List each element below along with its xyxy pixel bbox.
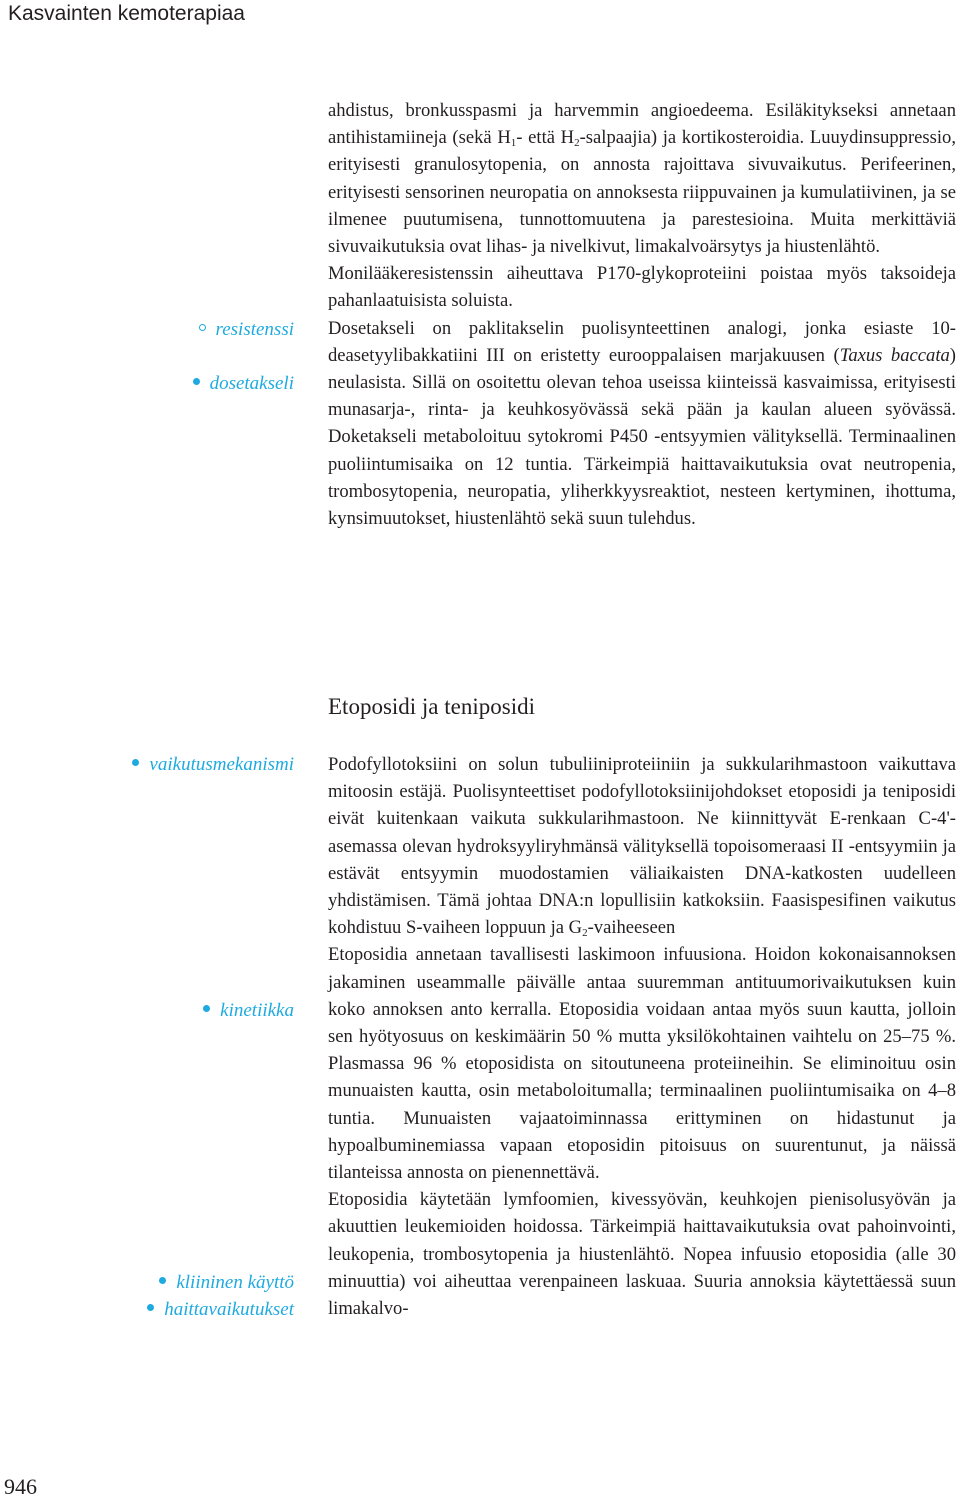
text-run: Dosetakseli on paklitakselin puolisynteettinen analogi, jonka esiaste 10-deasetyylibakkatiini III on eristetty eurooppalaisen marjakuusen ( bbox=[328, 317, 956, 366]
margin-note-kinetiikka bbox=[203, 999, 294, 1023]
paragraph-vaikutusmekanismi bbox=[328, 751, 956, 941]
margin-label: kliininen käyttö bbox=[176, 1272, 294, 1293]
bullet-icon bbox=[147, 1304, 154, 1311]
text-run: -vaiheeseen bbox=[587, 917, 676, 939]
paragraph-kliininen-kaytto: Etoposidia käytetään lymfoomien, kivessyövän, keuhkojen pienisolusyövän ja akuuttien leukemioiden hoidossa. Tärkeimpiä haittavaikutuksia ovat pahoinvointi, leukopenia, trombosytopenia ja hiustenlähtö. Nopea infuusio etoposidia (alle 30 minuuttia) voi aiheuttaa verenpaineen laskuaa. Suuria annoksia käytettäessä suun limakalvo- bbox=[328, 1189, 956, 1320]
text-run: ) neulasista. Sillä on osoitettu olevan tehoa useissa kiinteissä kasvaimissa, erityisesti munasarja-, rinta- ja keuhkosyövässä sekä pään ja kaulan alueen syövässä. Doketakseli metaboloituu sytokromi P450 -entsyymien välityksellä. Terminaalinen puoliintumisaika on 12 tuntia. Tärkeimpiä haittavaikutuksia ovat neutropenia, trombosytopenia, neuropatia, yliherkkyysreaktiot, nesteen kertyminen, ihottuma, kynsimuutokset, hiustenlähtö sekä suun tulehdus. bbox=[328, 344, 956, 530]
subscript: 2 bbox=[582, 927, 588, 940]
margin-label: haittavaikutukset bbox=[164, 1299, 294, 1320]
bullet-icon bbox=[132, 759, 139, 766]
margin-label: vaikutusmekanismi bbox=[149, 754, 294, 775]
paragraph-kinetiikka: Etoposidia annetaan tavallisesti laskimoon infuusiona. Hoidon kokonaisannoksen jakaminen useammalle päivälle antaa suuremman antituumorivaikutuksen kuin koko annoksen anto kerralla. Etoposidia voidaan antaa myös suun kautta, jolloin sen hyötyosuus on keskimäärin 50 % mutta yksilökohtainen vaihtelu on 25–75 %. Plasmassa 96 % etoposidista on sitoutuneena proteiineihin. Se eliminoituu osin munuaisten kautta, osin metaboloitumalla; terminaalinen puoliintumisaika on 4–8 tuntia. Munuaisten vajaatoiminnassa erittyminen on hidastunut ja hypoalbuminemiassa vapaan etoposidin pitoisuus on suurentunut, ja näissä tilanteissa annosta on pienennettävä. bbox=[328, 944, 956, 1184]
text-run: Podofyllotoksiini on solun tubuliiniproteiiniin ja sukkularihmastoon vaikuttava mitoosin estäjä. Puolisynteettiset podofyllotoksiinijohdokset etoposidi ja teniposidi eivät kuitenkaan vaikuta sukkularihmastoon. Ne kiinnittyvät E-renkaan C-4'-asemassa olevan hydroksyyliryhmänsä välityksellä topoisomeraasi II -entsyymiin ja estävät entsyymin muodostamien väliaikaisten DNA-katkosten uudelleen yhdistämisen. Tämä johtaa DNA:n lopullisiin katkoksiin. Faasispesifinen vaikutus kohdistuu S-vaiheen loppuun ja G bbox=[328, 754, 956, 939]
margin-note-kliininen bbox=[159, 1271, 294, 1295]
page-number: 946 bbox=[4, 1474, 37, 1499]
bullet-icon bbox=[159, 1277, 166, 1284]
subscript: 1 bbox=[510, 137, 517, 150]
text-run: ahdistus, bronkusspasmi ja harvemmin angioedeema. Esiläkitykseksi annetaan antihistamiineja (sekä H bbox=[328, 100, 956, 149]
text-run: -salpaajia) ja kortikosteroidia. Luuydinsuppressio, erityisesti granulosytopenia, on annosta rajoittava sivuvaikutus. Perifeerinen, erityisesti sensorinen neuropatia on annoksesta riippuvainen ja kumulatiivinen, ja se ilmenee puutumisena, tunnottomuutena ja parestesioina. Muita merkittäviä sivuvaikutuksia ovat lihas- ja nivelkivut, limakalvoärsytys ja hiustenlähtö. bbox=[328, 127, 957, 258]
paragraph-resistenssi: Monilääkeresistenssin aiheuttava P170-glykoproteiini poistaa myös taksoideja pahanlaatuisista soluista. bbox=[328, 263, 956, 312]
margin-label: resistenssi bbox=[215, 319, 294, 340]
margin-label: kinetiikka bbox=[220, 1000, 294, 1021]
italic-species-name: Taxus baccata bbox=[839, 344, 950, 366]
margin-label: dosetakseli bbox=[209, 373, 294, 394]
paragraph-paklitakseli-side-effects bbox=[328, 97, 956, 260]
bullet-icon bbox=[203, 1005, 210, 1012]
margin-note-vaikutusmekanismi bbox=[132, 753, 294, 777]
margin-note-dosetakseli bbox=[193, 372, 294, 396]
margin-note-haittavaikutukset bbox=[147, 1298, 294, 1322]
text-block-dosetakseli bbox=[328, 97, 956, 532]
margin-note-resistenssi bbox=[199, 318, 294, 342]
running-header: Kasvainten kemoterapiaa bbox=[8, 2, 245, 25]
subscript: 2 bbox=[574, 137, 580, 150]
hollow-bullet-icon bbox=[199, 324, 206, 331]
paragraph-dosetakseli bbox=[328, 315, 956, 533]
section-title: Etoposidi ja teniposidi bbox=[328, 694, 535, 719]
text-block-etoposidi bbox=[328, 751, 956, 1322]
text-run: - että H bbox=[516, 127, 575, 149]
bullet-icon bbox=[193, 378, 200, 385]
